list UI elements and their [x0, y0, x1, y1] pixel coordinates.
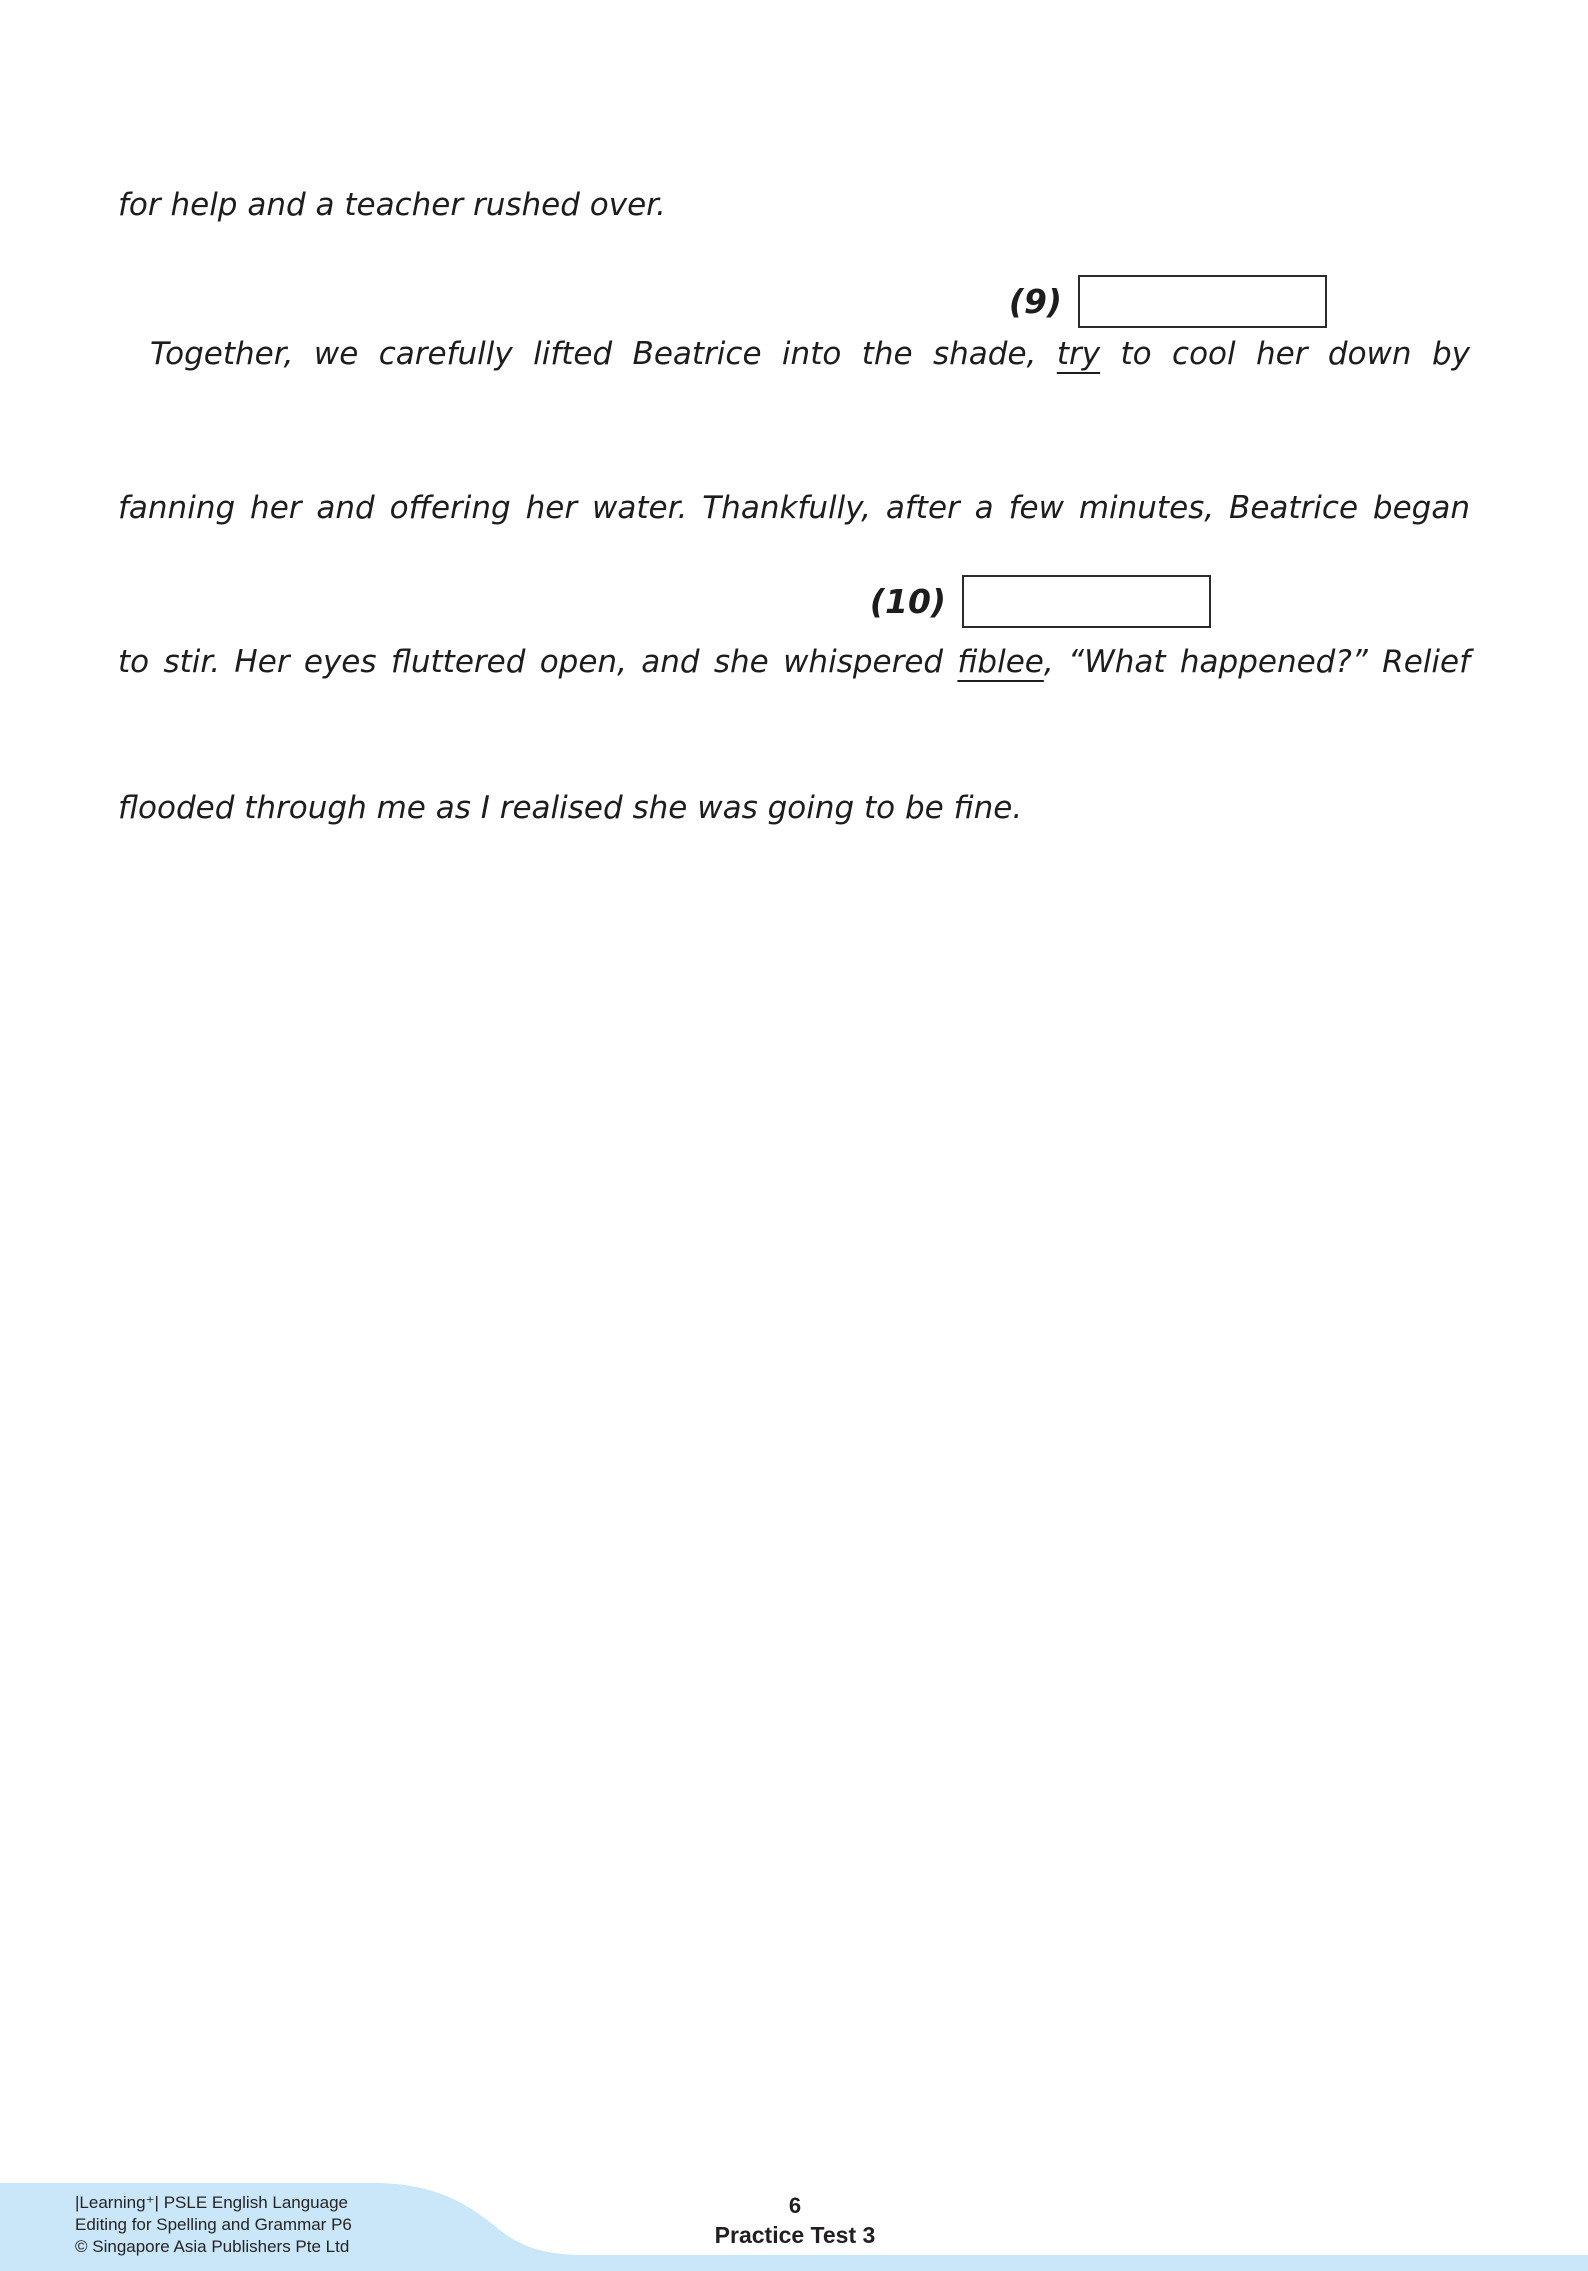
underlined-word-fiblee: fiblee [957, 644, 1044, 680]
footer-test-title: Practice Test 3 [714, 2222, 876, 2248]
underlined-word-try: try [1056, 336, 1101, 372]
passage-line-4 [118, 641, 1470, 683]
imprint-copyright: © Singapore Asia Publishers Pte Ltd [75, 2237, 350, 2256]
page-number: 6 [788, 2193, 802, 2218]
blank-10-label: (10) [869, 582, 946, 621]
imprint-book-title: Editing for Spelling and Grammar P6 [75, 2215, 352, 2234]
blank-9-label: (9) [1008, 282, 1062, 321]
answer-box-10[interactable] [962, 575, 1211, 628]
footer-imprint [75, 2192, 352, 2258]
passage-line-1: for help and a teacher rushed over. [118, 187, 666, 223]
passage-line-2-pre: Together, we carefully lifted Beatrice into the shade, [150, 336, 1057, 372]
answer-box-9[interactable] [1078, 275, 1327, 328]
passage-line-2-post: to cool her down by [1100, 336, 1470, 372]
passage-line-4-pre: to stir. Her eyes fluttered open, and she whispered [118, 644, 958, 680]
footer-center [695, 2193, 895, 2249]
imprint-series: |Learning⁺| PSLE English Language [75, 2193, 349, 2212]
passage-line-5: flooded through me as I realised she was going to be fine. [118, 790, 1023, 826]
passage-line-3: fanning her and offering her water. Thankfully, after a few minutes, Beatrice began [118, 490, 1470, 526]
passage-line-2 [118, 333, 1470, 375]
passage-line-4-post: , “What happened?” Relief [1043, 644, 1471, 680]
